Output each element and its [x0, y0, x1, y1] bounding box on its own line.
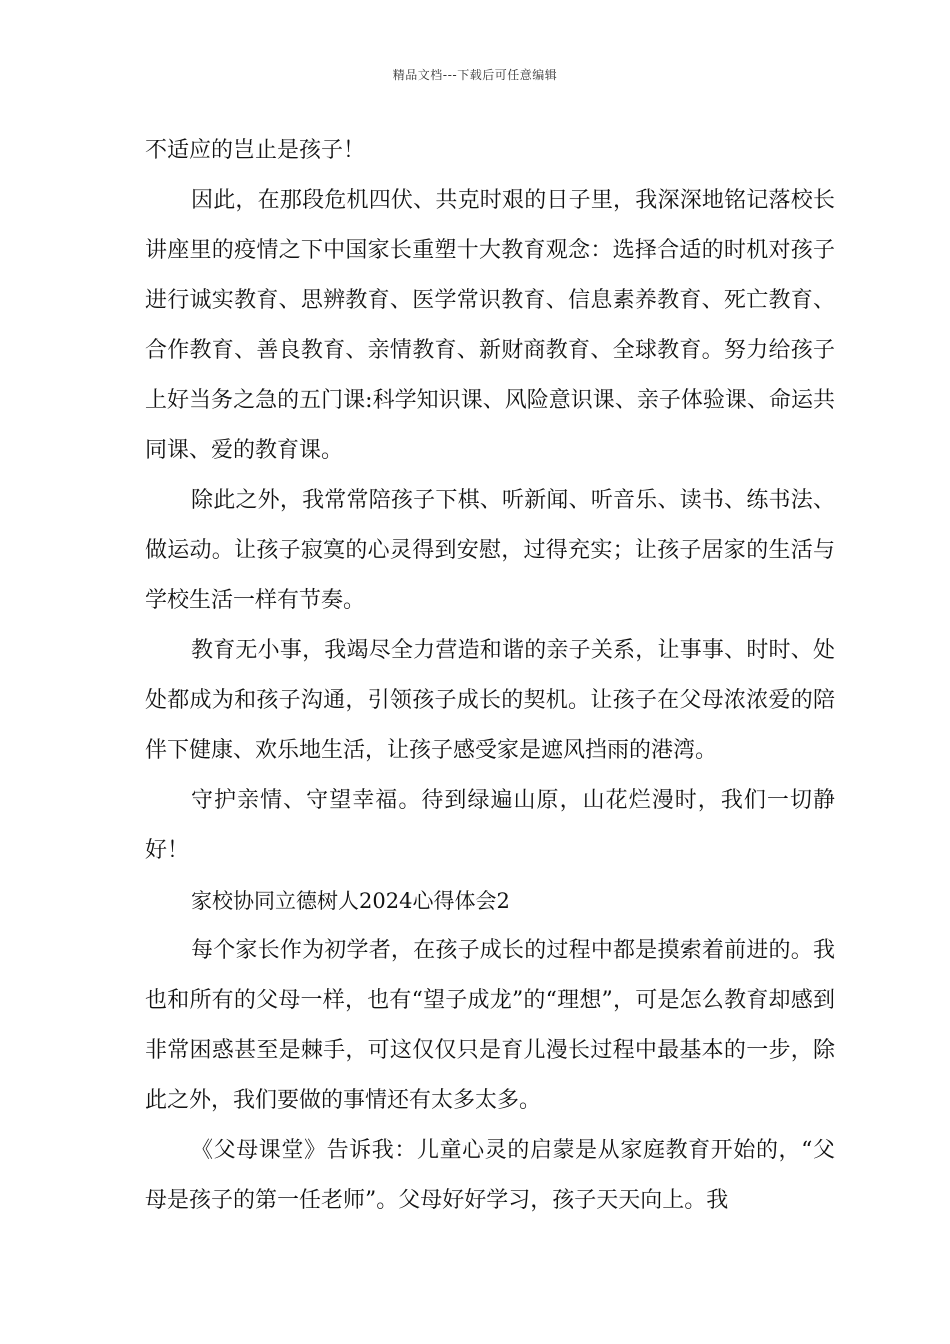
page-header: 精品文档---下载后可任意编辑: [392, 68, 558, 82]
paragraph-2: 因此，在那段危机四伏、共克时艰的日子里，我深深地铭记落校长讲座里的疫情之下中国家长重塑十大教育观念：选择合适的时机对孩子进行诚实教育、思辨教育、医学常识教育、信息素养教育、死亡教育、合作教育、善良教育、亲情教育、新财商教育、全球教育。努力给孩子上好当务之急的五门课:科学知识课、风险意识课、亲子体验课、命运共同课、爱的教育课。: [145, 188, 835, 463]
paragraph-5: 守护亲情、守望幸福。待到绿遍山原，山花烂漫时，我们一切静好！: [145, 788, 835, 863]
document-body: [145, 126, 835, 1226]
paragraph-6: 每个家长作为初学者，在孩子成长的过程中都是摸索着前进的。我也和所有的父母一样，也有“望子成龙”的“理想”，可是怎么教育却感到非常困惑甚至是棘手，可这仅仅只是育儿漫长过程中最基本的一步，除此之外，我们要做的事情还有太多太多。: [145, 938, 835, 1113]
paragraph-3: 除此之外，我常常陪孩子下棋、听新闻、听音乐、读书、练书法、做运动。让孩子寂寞的心灵得到安慰，过得充实；让孩子居家的生活与学校生活一样有节奏。: [145, 488, 835, 613]
paragraph-1: 不适应的岂止是孩子！: [145, 138, 366, 163]
paragraph-7: 《父母课堂》告诉我：儿童心灵的启蒙是从家庭教育开始的，“父母是孩子的第一任老师”。父母好好学习，孩子天天向上。我: [145, 1138, 835, 1213]
section-title: 家校协同立德树人2024心得体会2: [191, 889, 510, 913]
paragraph-4: 教育无小事，我竭尽全力营造和谐的亲子关系，让事事、时时、处处都成为和孩子沟通，引领孩子成长的契机。让孩子在父母浓浓爱的陪伴下健康、欢乐地生活，让孩子感受家是遮风挡雨的港湾。: [145, 638, 835, 763]
